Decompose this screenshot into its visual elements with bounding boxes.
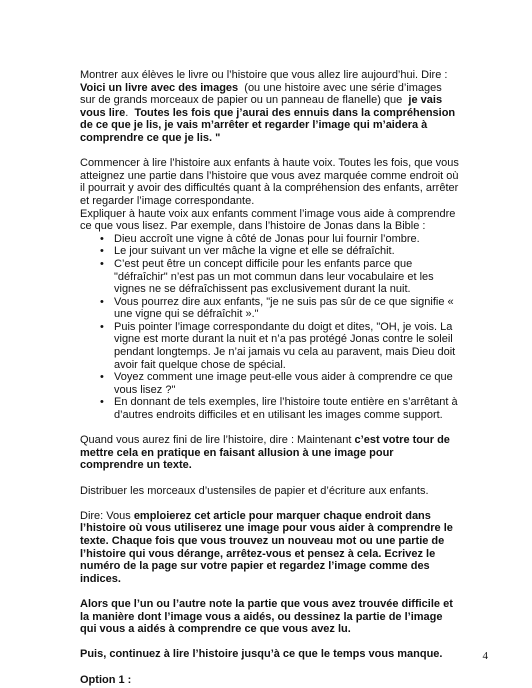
paragraph-explain: Expliquer à haute voix aux enfants comment l’image vous aide à comprendre ce que vous lisez. Par exemple, dans l’histoire de Jonas dans la Bible :	[80, 207, 456, 233]
bullet-item: • Dieu accroît une vigne à côté de Jonas pour lui fournir l’ombre.	[80, 233, 460, 246]
paragraph-continue	[80, 648, 460, 661]
option-label: Option 1 :	[80, 673, 132, 686]
your-turn-text: Quand vous aurez fini de lire l’histoire, dire : Maintenant	[80, 434, 352, 447]
bullet-item: • Voyez comment une image peut-elle vous aider à comprendre ce que vous lisez ?"	[80, 371, 460, 396]
paragraph-note-drawing	[80, 598, 460, 636]
option-heading	[80, 674, 460, 687]
bullet-item: • C’est peut être un concept difficile pour les enfants parce que "défraîchir" n’est pas un mot commun dans leur vocabulaire et les vignes ne se défraîchissent pas exclusivement durant la nuit.	[80, 258, 460, 296]
your-turn-bold: c’est votre tour de mettre cela en pratique en faisant allusion à une image pour comprendre un texte.	[80, 434, 450, 472]
intro-bold-2: je vais vous lire	[80, 94, 443, 119]
bullet-item: • Puis pointer l’image correspondante du doigt et dites, "OH, je vois. La vigne est morte durant la nuit et n’a pas protégé Jonas contre le soleil pendant longtemps. Je n’ai jamais vu cela au paravent, mais Dieu doit avoir fait quelque chose de spécial.	[80, 321, 460, 371]
bullet-item: • Le jour suivant un ver mâche la vigne et elle se défraîchit.	[80, 245, 460, 258]
paragraph-distribute: Distribuer les morceaux d’ustensiles de papier et d’écriture aux enfants.	[80, 484, 429, 497]
bullet-item: • Vous pourrez dire aux enfants, "je ne suis pas sûr de ce que signifie « une vigne qui se défraîchit »."	[80, 296, 460, 321]
intro-paragraph	[80, 69, 460, 145]
intro-text-2: .	[125, 106, 129, 119]
intro-bold-1: Voici un livre avec des images	[80, 81, 239, 94]
intro-text-1: (ou une histoire avec une série d’images sur de grands morceaux de papier ou un panneau de flanelle) que	[80, 81, 442, 107]
paragraph-read-aloud: Commencer à lire l’histoire aux enfants à haute voix. Toutes les fois, que vous atteignez une partie dans l’histoire que vous avez marquée comme endroit où il pourrait y avoir des difficultés quant à la compréhension des enfants, arrêter et regarder l’image correspondante.	[80, 157, 459, 207]
intro-bold-3: Toutes les fois que j’aurai des ennuis dans la compréhension de ce que je lis, je vais m’arrêter et regarder l’image qui m’aidera à comprendre ce que je lis.	[80, 106, 456, 144]
intro-text-3: "	[215, 131, 221, 144]
note-drawing-bold: Alors que l’un ou l’autre note la partie que vous avez trouvée difficile et la manière dont l’image vous a aidés, ou dessinez la partie de l’image qui vous a aidés à comprendre ce que vous avez lu.	[80, 597, 453, 636]
continue-bold: Puis, continuez à lire l’histoire jusqu’à ce que le temps vous manque.	[80, 648, 443, 661]
paragraph-your-turn	[80, 434, 460, 472]
bullet-item: • En donnant de tels exemples, lire l’histoire toute entière en s’arrêtant à d’autres endroits difficiles et en utilisant les images comme support.	[80, 396, 460, 421]
example-bullet-list	[80, 233, 460, 422]
page-number: 4	[482, 650, 488, 662]
body-text	[80, 69, 460, 686]
intro-line: Montrer aux élèves le livre ou l’histoire que vous allez lire aujourd’hui. Dire :	[80, 69, 448, 81]
instructions-text: Dire: Vous	[80, 509, 131, 522]
paragraph-instructions	[80, 510, 460, 586]
instructions-bold: emploierez cet article pour marquer chaque endroit dans l’histoire où vous utiliserez une image pour vous aider à comprendre le texte. Chaque fois que vous trouvez un nouveau mot ou une partie de l’histoire qui vous dérange, arrêtez-vous et pensez à cela. Ecrivez le numéro de la page sur votre papier et regardez l’image comme des indices.	[80, 509, 453, 585]
